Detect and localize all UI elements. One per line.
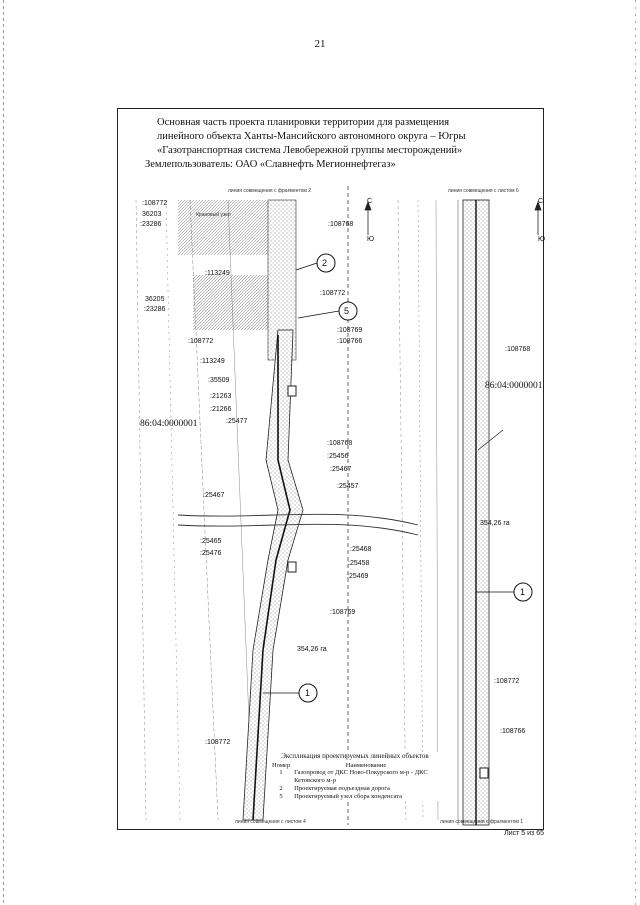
legend-col-num: Номер	[272, 762, 291, 769]
parcel-label: :25458	[348, 560, 370, 567]
legend-row	[270, 793, 440, 801]
parcel-label: :108772	[188, 338, 214, 345]
legend-row	[270, 769, 440, 785]
match-line-top-right: линия совмещения с листом 6	[448, 188, 519, 194]
marker-5-label: 5	[344, 306, 350, 316]
legend-col-name: Наименование	[345, 762, 387, 769]
parcel-label: :25457	[337, 483, 359, 490]
planning-map	[118, 180, 542, 830]
legend-title: Экспликация проектируемых линейных объектов	[281, 752, 429, 760]
header-land-user: Землепользователь: ОАО «Славнефть Мегионнефтегаз»	[145, 159, 396, 170]
legend	[270, 752, 440, 801]
parcel-label: :21266	[210, 406, 232, 413]
parcel-label: :25467	[203, 492, 225, 499]
area-right: 354,26 га	[480, 520, 510, 527]
marker-1-label-left: 1	[305, 688, 311, 698]
legend-table	[270, 762, 440, 801]
scan-edge-right	[635, 0, 636, 905]
parcel-label: :113249	[200, 358, 225, 365]
parcel-label: :35509	[208, 377, 230, 384]
parcel-label: :108769	[330, 609, 356, 616]
parcel-label: :23286	[144, 306, 166, 313]
parcel-label: :108772	[494, 678, 520, 685]
legend-row-num: 2	[279, 785, 283, 792]
parcel-label: :108772	[142, 200, 168, 207]
marker-2-label: 2	[322, 258, 328, 268]
match-line-bottom-left: линия совмещения с листом 4	[235, 819, 306, 825]
parcel-label: :108768	[328, 221, 354, 228]
parcel-label: :25468	[350, 546, 372, 553]
header-line-1: Основная часть проекта планировки территории для размещения	[157, 117, 450, 128]
header-line-3: «Газотранспортная система Левобережной группы месторождений»	[157, 145, 463, 156]
south-label-left: Ю	[367, 236, 375, 243]
legend-row-name: Проектируемая подъездная дорога	[294, 785, 390, 792]
document-header	[145, 116, 466, 172]
south-label-right: Ю	[538, 236, 546, 243]
parcel-label: 36205	[145, 296, 165, 303]
legend-row-num: 5	[279, 793, 283, 800]
cadastral-block-right: 86:04:0000001	[485, 381, 543, 391]
parcel-label: :108768	[327, 440, 353, 447]
parcel-label: :108768	[505, 346, 531, 353]
parcel-label: :25477	[226, 418, 248, 425]
parcel-label: :25467	[330, 466, 352, 473]
parcel-label: :25469	[347, 573, 369, 580]
parcel-label: :23286	[140, 221, 162, 228]
crane-label: Крановый узел	[196, 212, 231, 218]
scan-edge-left	[3, 0, 4, 905]
parcel-label: 36203	[142, 211, 162, 218]
parcel-label: :108772	[320, 290, 346, 297]
legend-row	[270, 785, 440, 793]
header-line-2: линейного объекта Ханты-Мансийского автономного округа – Югры	[157, 131, 466, 142]
parcel-label: :108769	[337, 327, 363, 334]
parcel-label: :108766	[337, 338, 363, 345]
marker-1-label-right: 1	[520, 587, 526, 597]
parcel-label: :108772	[205, 739, 231, 746]
parcel-label: :25476	[200, 550, 222, 557]
legend-row-name: Газопровод от ДКС Ново-Покурского м-р - ДКС Кетовского м-р	[294, 769, 428, 784]
legend-row-name: Проектируемый узел сбора конденсата	[294, 793, 402, 800]
match-line-bottom-right: линия совмещения с фрагментом 1	[440, 819, 523, 825]
parcel-label: :113249	[205, 270, 230, 277]
sheet-label: Лист 5 из 65	[504, 830, 544, 837]
parcel-label: :21263	[210, 393, 232, 400]
cadastral-block-left: 86:04:0000001	[140, 419, 198, 429]
area-left: 354,26 га	[297, 646, 327, 653]
parcel-label: :25465	[200, 538, 222, 545]
legend-row-num: 1	[279, 769, 283, 776]
page-number: 21	[314, 38, 326, 50]
north-label-right: С	[538, 198, 544, 205]
north-label-left: С	[367, 198, 373, 205]
match-line-top-left: линия совмещения с фрагментом 2	[228, 188, 311, 194]
parcel-label: :108766	[500, 728, 526, 735]
parcel-label: :25456	[327, 453, 349, 460]
